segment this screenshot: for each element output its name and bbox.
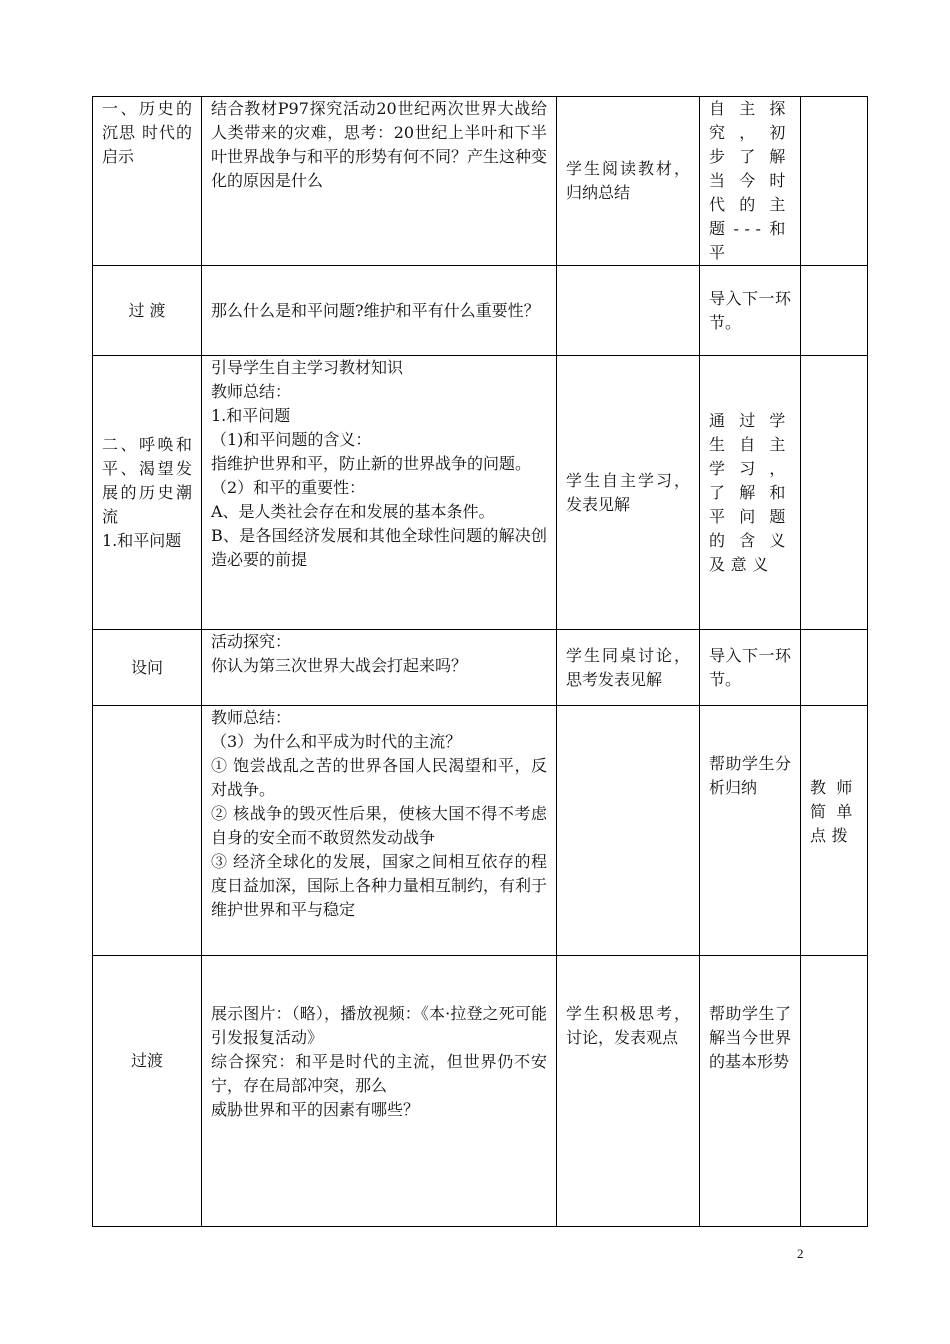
note-text: 教师简单点拨 — [810, 778, 858, 845]
page-number: 2 — [797, 1246, 804, 1261]
section-cell — [93, 706, 202, 956]
section-subtitle: 1.和平问题 — [102, 530, 182, 550]
table-row — [93, 630, 868, 706]
student-activity-cell — [557, 97, 700, 266]
lesson-plan-table — [92, 96, 868, 1227]
content-cell — [202, 706, 557, 956]
section-cell — [93, 97, 202, 266]
content-cell — [202, 97, 557, 266]
table-row — [93, 266, 868, 356]
section-cell — [93, 956, 202, 1227]
table-row — [93, 706, 868, 956]
content-line: 你认为第三次世界大战会打起来吗？ — [211, 656, 468, 675]
section-text: 一、历史的沉思 时代的启示 — [102, 99, 192, 166]
content-line: （1)和平问题的含义： — [211, 430, 372, 449]
note-cell — [801, 706, 868, 956]
student-activity-text: 学生自主学习，发表见解 — [566, 470, 690, 514]
section-text: 过 渡 — [128, 300, 166, 320]
content-cell — [202, 356, 557, 630]
student-activity-cell — [557, 266, 700, 356]
content-line: 综合探究：和平是时代的主流，但世界仍不安宁，存在局部冲突，那么 — [211, 1052, 547, 1095]
content-line: A、是人类社会存在和发展的基本条件。 — [211, 502, 495, 521]
student-activity-text: 学生积极思考，讨论，发表观点 — [566, 1004, 690, 1047]
design-intent-cell — [700, 630, 801, 706]
content-line: ① 饱尝战乱之苦的世界各国人民渴望和平，反对战争。 — [211, 756, 547, 799]
content-cell — [202, 266, 557, 356]
content-line: （3）为什么和平成为时代的主流？ — [211, 732, 462, 751]
content-line: 结合教材P97探究活动20世纪两次世界大战给人类带来的灾难，思考：20世纪上半叶和下半叶世界战争与和平的形势有何不同？产生这种变化的原因是什么 — [211, 99, 548, 190]
student-activity-text: 学生阅读教材，归纳总结 — [566, 159, 690, 202]
table-row — [93, 356, 868, 630]
content-line: 活动探究： — [211, 632, 292, 651]
section-text: 二、呼唤和平、渴望发展的历史潮流 — [102, 434, 192, 526]
table-row — [93, 97, 868, 266]
section-cell — [93, 356, 202, 630]
table-row — [93, 956, 868, 1227]
note-cell — [801, 630, 868, 706]
student-activity-cell — [557, 956, 700, 1227]
section-cell — [93, 630, 202, 706]
note-cell — [801, 956, 868, 1227]
design-intent-cell — [700, 266, 801, 356]
design-intent-cell — [700, 356, 801, 630]
student-activity-cell — [557, 630, 700, 706]
content-line: 指维护世界和平，防止新的世界战争的问题。 — [211, 454, 532, 473]
content-line: 引导学生自主学习教材知识 — [211, 358, 404, 377]
design-intent-cell — [700, 706, 801, 956]
content-line: 教师总结： — [211, 708, 292, 727]
section-text: 设问 — [130, 657, 163, 677]
content-line: ② 核战争的毁灭性后果，使核大国不得不考虑自身的安全而不敢贸然发动战争 — [211, 804, 547, 847]
student-activity-cell — [557, 356, 700, 630]
design-intent-cell — [700, 956, 801, 1227]
content-cell — [202, 956, 557, 1227]
content-line: 那么什么是和平问题?维护和平有什么重要性？ — [211, 300, 540, 320]
content-line: 威胁世界和平的因素有哪些？ — [211, 1100, 420, 1119]
content-line: 教师总结： — [211, 382, 292, 401]
note-cell — [801, 266, 868, 356]
section-text: 过渡 — [130, 1051, 163, 1070]
note-cell — [801, 97, 868, 266]
content-line: 1.和平问题 — [211, 406, 291, 425]
content-line: ③ 经济全球化的发展，国家之间相互依存的程度日益加深，国际上各种力量相互制约，有利于维护世界和平与稳定 — [211, 852, 548, 919]
design-intent-text: 通过学生自主学习，了解和平问题的含义及意义 — [709, 410, 791, 574]
section-cell — [93, 266, 202, 356]
content-line: （2）和平的重要性： — [211, 478, 366, 497]
design-intent-text: 导入下一环节。 — [709, 288, 791, 332]
content-line: B、是各国经济发展和其他全球性问题的解决创造必要的前提 — [211, 526, 547, 569]
student-activity-text: 学生同桌讨论，思考发表见解 — [566, 645, 690, 689]
student-activity-cell — [557, 706, 700, 956]
design-intent-text: 导入下一环节。 — [709, 645, 791, 689]
content-line: 展示图片：（略），播放视频：《本·拉登之死可能引发报复活动》 — [211, 1004, 547, 1047]
design-intent-cell — [700, 97, 801, 266]
design-intent-text: 帮助学生分析归纳 — [709, 754, 791, 797]
design-intent-text: 帮助学生了解当今世界的基本形势 — [709, 1004, 791, 1071]
content-cell — [202, 630, 557, 706]
note-cell — [801, 356, 868, 630]
design-intent-text: 自主探究，初步了解当今时代的主题---和平 — [709, 99, 791, 262]
